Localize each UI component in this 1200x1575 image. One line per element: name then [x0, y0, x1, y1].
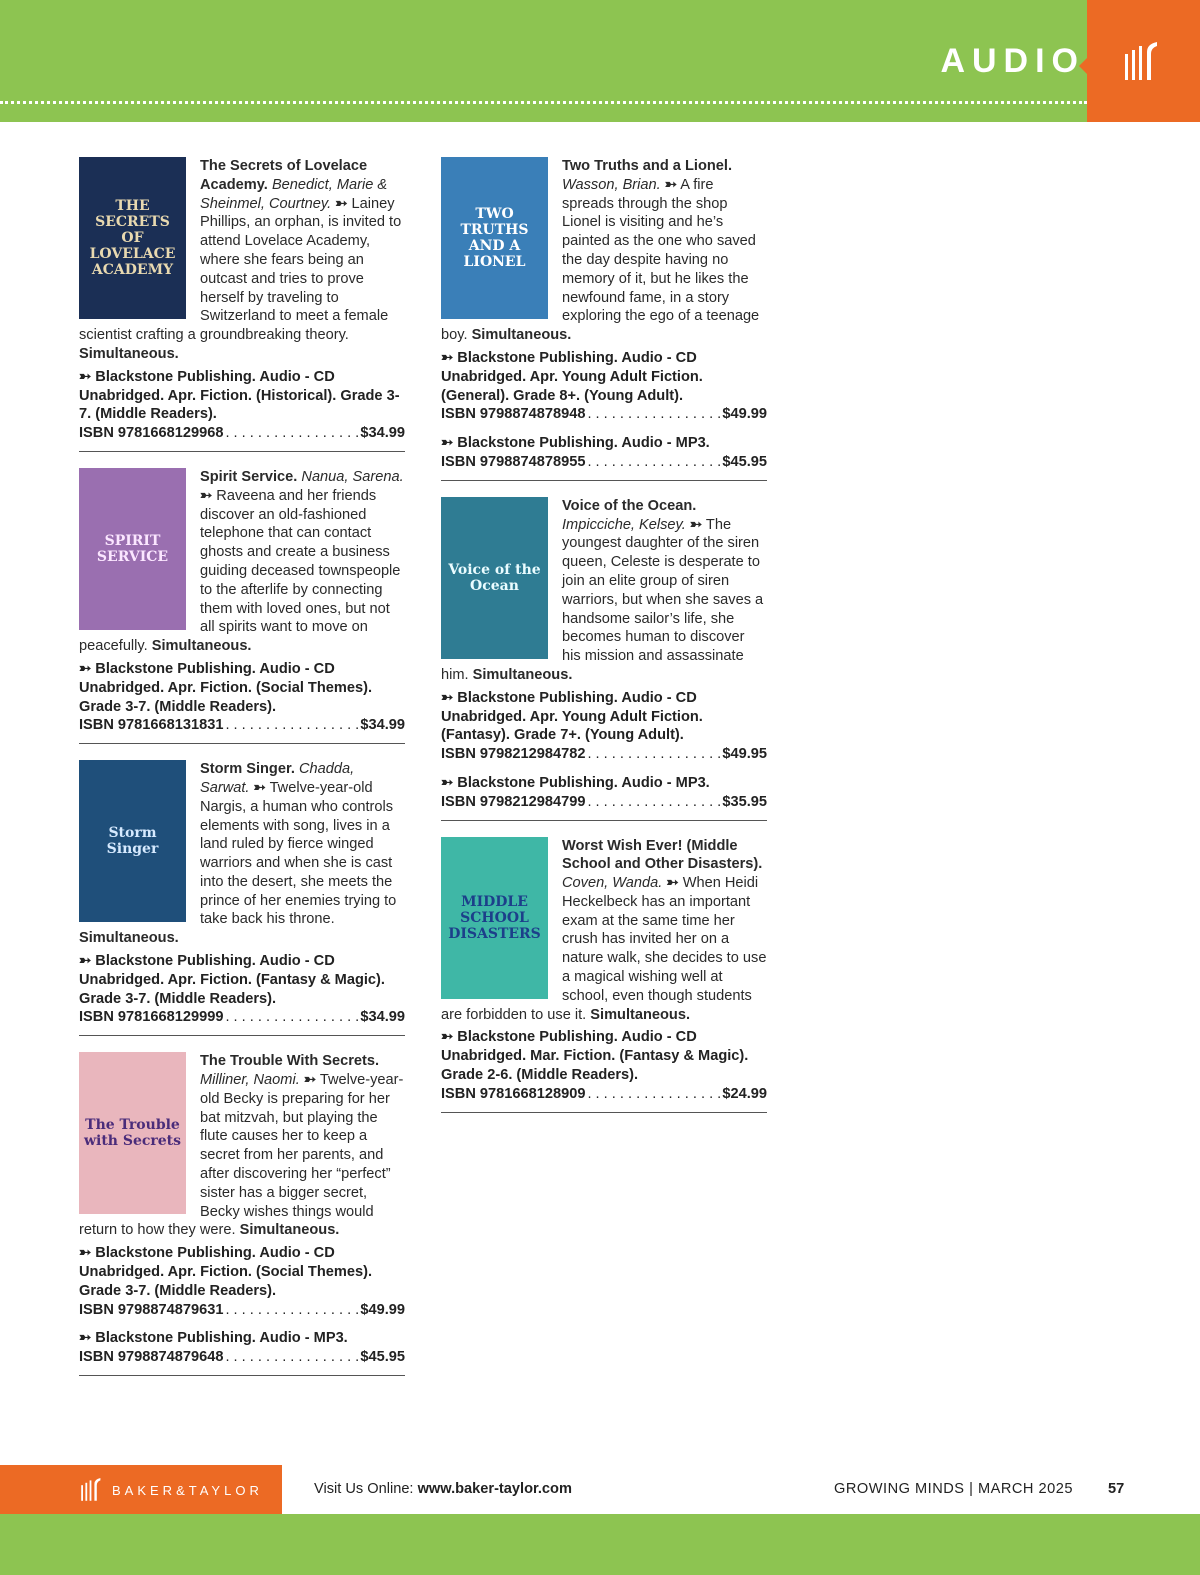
isbn-number: ISBN 9781668131831: [79, 717, 224, 734]
isbn-line: [441, 405, 767, 424]
book-summary: Twelve-year-old Nargis, a human who controls elements with song, lives in a land ruled by fierce winged warriors and when she is cast into the desert, she meets the prince of her enemies trying to take back his throne.: [200, 779, 397, 928]
publisher-line: [79, 1329, 405, 1348]
price: $49.95: [722, 746, 767, 763]
book-status: Simultaneous.: [471, 327, 572, 344]
price: $45.95: [722, 453, 767, 470]
publisher-text: Blackstone Publishing. Audio - MP3.: [457, 774, 710, 791]
arrow-icon: ➳: [79, 1245, 92, 1262]
book-author: Wasson, Brian.: [562, 176, 661, 193]
book-entry: [79, 157, 405, 452]
book-status: Simultaneous.: [151, 638, 252, 655]
publisher-text: Blackstone Publishing. Audio - CD Unabridged. Apr. Young Adult Fiction. (General). Grade 8+. (Young Adult).: [441, 349, 703, 404]
publisher-line: [441, 434, 767, 453]
publisher-text: Blackstone Publishing. Audio - CD Unabridged. Apr. Fiction. (Historical). Grade 3-7. (Middle Readers).: [79, 368, 400, 423]
isbn-number: ISBN 9781668128909: [441, 1085, 586, 1102]
book-summary: When Heidi Heckelbeck has an important exam at the same time her crush has invited her on a nature walk, she decides to use a magical wishing well at school, even though students are forbidden to use it.: [441, 875, 767, 1023]
isbn-line: [79, 1008, 405, 1027]
price: $24.99: [722, 1085, 767, 1102]
footer-brand[interactable]: [0, 1465, 282, 1515]
book-title[interactable]: Spirit Service.: [200, 468, 298, 485]
book-title[interactable]: Storm Singer.: [200, 761, 295, 778]
footer-url-link[interactable]: www.baker-taylor.com: [417, 1481, 572, 1497]
book-author: Coven, Wanda.: [562, 875, 663, 892]
book-title[interactable]: The Secrets of Lovelace Academy.: [200, 158, 368, 193]
isbn-number: ISBN 9798874879631: [79, 1301, 224, 1318]
price: $34.99: [360, 717, 405, 734]
arrow-icon: ➳: [79, 1330, 92, 1347]
arrow-icon: ➳: [441, 689, 454, 706]
isbn-number: ISBN 9798874879648: [79, 1349, 224, 1366]
isbn-number: ISBN 9798874878955: [441, 453, 586, 470]
publisher-line: [79, 1244, 405, 1300]
publisher-line: [79, 952, 405, 1008]
book-cover-title: Voice of the Ocean: [448, 561, 541, 594]
isbn-line: [441, 453, 767, 472]
format-group: [79, 660, 405, 735]
publisher-text: Blackstone Publishing. Audio - MP3.: [95, 1330, 348, 1347]
book-cover-title: The Trouble with Secrets: [83, 1117, 182, 1150]
book-author: Nanua, Sarena.: [301, 468, 404, 485]
publisher-text: Blackstone Publishing. Audio - MP3.: [457, 435, 710, 452]
book-title[interactable]: Two Truths and a Lionel.: [562, 158, 732, 174]
footer-visit-label: Visit Us Online:: [314, 1481, 414, 1497]
price: $34.99: [360, 425, 405, 442]
book-status: Simultaneous.: [472, 666, 573, 683]
dot-leader: [225, 1301, 358, 1320]
arrow-icon: ➳: [664, 176, 677, 193]
arrow-icon: ➳: [441, 349, 454, 366]
book-status: Simultaneous.: [590, 1006, 691, 1023]
page-header: [0, 0, 1200, 122]
book-cover[interactable]: [79, 760, 186, 922]
baker-taylor-logo-icon: [1123, 40, 1163, 84]
book-author: Chadda, Sarwat.: [200, 761, 355, 796]
book-cover[interactable]: [79, 157, 186, 319]
arrow-icon: ➳: [79, 660, 92, 677]
arrow-icon: ➳: [253, 779, 266, 796]
header-brand-block: [1087, 0, 1200, 122]
dot-leader: [587, 793, 720, 812]
book-summary: Twelve-year-old Becky is preparing for her bat mitzvah, but playing the flute causes her to keep a secret from her parents, and after discovering her “perfect” sister has a bigger secret, Becky wishes things would return to how they were.: [79, 1072, 404, 1239]
publisher-line: [441, 1028, 767, 1084]
book-entry: [79, 468, 405, 744]
publisher-text: Blackstone Publishing. Audio - CD Unabridged. Apr. Young Adult Fiction. (Fantasy). Grade 7+. (Young Adult).: [441, 689, 703, 744]
format-group: [79, 1329, 405, 1367]
arrow-icon: ➳: [303, 1072, 317, 1089]
price: $45.95: [360, 1349, 405, 1366]
dot-leader: [225, 1348, 358, 1367]
footer-visit: [314, 1481, 572, 1497]
book-author: Milliner, Naomi.: [200, 1072, 300, 1089]
publisher-text: Blackstone Publishing. Audio - CD Unabridged. Apr. Fiction. (Social Themes). Grade 3-7. (Middle Readers).: [79, 1245, 372, 1299]
header-notch: [1079, 58, 1087, 74]
book-cover[interactable]: [441, 157, 548, 319]
isbn-line: [79, 1301, 405, 1320]
isbn-number: ISBN 9798212984782: [441, 746, 586, 763]
dot-leader: [587, 1085, 720, 1104]
isbn-line: [441, 793, 767, 812]
format-group: [441, 774, 767, 812]
footer-publication: GROWING MINDS | MARCH 2025: [834, 1481, 1073, 1497]
publisher-text: Blackstone Publishing. Audio - CD Unabridged. Apr. Fiction. (Fantasy & Magic). Grade 3-7. (Middle Readers).: [79, 953, 385, 1007]
format-group: [79, 952, 405, 1027]
book-title[interactable]: The Trouble With Secrets.: [200, 1053, 380, 1070]
book-cover[interactable]: [79, 1052, 186, 1214]
right-column: [441, 157, 767, 1129]
footer-brand-name: BAKER&TAYLOR: [112, 1482, 263, 1498]
publisher-line: [79, 368, 405, 424]
dot-leader: [587, 745, 720, 764]
book-summary: The youngest daughter of the siren queen, Celeste is desperate to join an elite group of siren warriors, but when she saves a handsome sailor’s life, she becomes human to discover his mission and assassinate him.: [441, 516, 764, 683]
publisher-line: [79, 660, 405, 716]
isbn-line: [79, 1348, 405, 1367]
isbn-number: ISBN 9798874878948: [441, 406, 586, 423]
book-author: Impicciche, Kelsey.: [562, 516, 686, 533]
isbn-line: [79, 424, 405, 443]
isbn-number: ISBN 9781668129968: [79, 425, 224, 442]
book-status: Simultaneous.: [239, 1222, 340, 1239]
book-entry: [79, 1052, 405, 1376]
arrow-icon: ➳: [79, 953, 92, 970]
book-summary: Raveena and her friends discover an old-fashioned telephone that can contact ghosts and create a business guiding deceased townspeople to the afterlife by connecting them with loved ones, but not all spirits want to move on peacefully.: [79, 487, 401, 655]
book-entry: [441, 157, 767, 481]
book-cover-title: MIDDLE SCHOOL DISASTERS: [448, 893, 541, 942]
isbn-line: [79, 716, 405, 735]
format-group: [441, 434, 767, 472]
book-cover-title: THE SECRETS OF LOVELACE ACADEMY: [89, 198, 176, 278]
publisher-line: [441, 774, 767, 793]
arrow-icon: ➳: [666, 875, 679, 892]
isbn-line: [441, 1085, 767, 1104]
book-author: Benedict, Marie & Sheinmel, Courtney.: [200, 176, 388, 212]
price: $34.99: [360, 1009, 405, 1026]
publisher-text: Blackstone Publishing. Audio - CD Unabridged. Apr. Fiction. (Social Themes). Grade 3-7. (Middle Readers).: [79, 660, 372, 715]
arrow-icon: ➳: [79, 368, 92, 385]
price: $35.95: [722, 793, 767, 810]
book-cover[interactable]: [441, 497, 548, 659]
left-column: [79, 157, 405, 1392]
arrow-icon: ➳: [689, 516, 703, 533]
dot-leader: [225, 1008, 358, 1027]
format-group: [79, 368, 405, 443]
price: $49.99: [360, 1301, 405, 1318]
book-summary: Lainey Phillips, an orphan, is invited to attend Lovelace Academy, where she fears being an outcast and tries to prove herself by traveling to Switzerland to meet a female scientist crafting a groundbreaking theory.: [79, 195, 402, 344]
format-group: [441, 349, 767, 424]
book-cover-title: SPIRIT SERVICE: [96, 532, 169, 565]
arrow-icon: ➳: [441, 774, 454, 791]
format-group: [79, 1244, 405, 1319]
publisher-line: [441, 689, 767, 745]
book-entry: [441, 837, 767, 1113]
book-entry: [79, 760, 405, 1036]
dot-leader: [225, 424, 358, 443]
isbn-number: ISBN 9781668129999: [79, 1009, 224, 1026]
dot-leader: [587, 405, 720, 424]
isbn-number: ISBN 9798212984799: [441, 793, 586, 810]
publisher-line: [441, 349, 767, 405]
baker-taylor-logo-icon: [80, 1476, 104, 1504]
isbn-line: [441, 745, 767, 764]
book-cover[interactable]: [79, 468, 186, 630]
format-group: [441, 1028, 767, 1103]
page-number: 57: [1108, 1481, 1125, 1497]
book-status: Simultaneous.: [79, 345, 179, 362]
arrow-icon: ➳: [441, 1029, 454, 1046]
section-title: AUDIO: [940, 42, 1085, 80]
book-cover-title: Storm Singer: [106, 825, 159, 858]
book-cover[interactable]: [441, 837, 548, 999]
footer-bar: [0, 1514, 1200, 1575]
price: $49.99: [722, 406, 767, 423]
book-status: Simultaneous.: [79, 930, 179, 947]
book-entry: [441, 497, 767, 821]
publisher-text: Blackstone Publishing. Audio - CD Unabridged. Mar. Fiction. (Fantasy & Magic). Grade 2-6. (Middle Readers).: [441, 1029, 749, 1084]
format-group: [441, 689, 767, 764]
book-title[interactable]: Voice of the Ocean.: [562, 497, 697, 514]
book-cover-title: TWO TRUTHS AND A LIONEL: [460, 206, 529, 270]
book-summary: A fire spreads through the shop Lionel is visiting and he’s painted as the one who saved the day despite having no memory of it, but he likes the newfound fame, in a story exploring the ego of a teenage boy.: [441, 176, 760, 344]
arrow-icon: ➳: [441, 435, 454, 452]
dot-leader: [225, 716, 358, 735]
arrow-icon: ➳: [335, 195, 348, 212]
book-title[interactable]: Worst Wish Ever! (Middle School and Other Disasters).: [562, 837, 763, 873]
dot-leader: [587, 453, 720, 472]
header-dotted-rule: [0, 101, 1087, 104]
arrow-icon: ➳: [200, 487, 213, 504]
